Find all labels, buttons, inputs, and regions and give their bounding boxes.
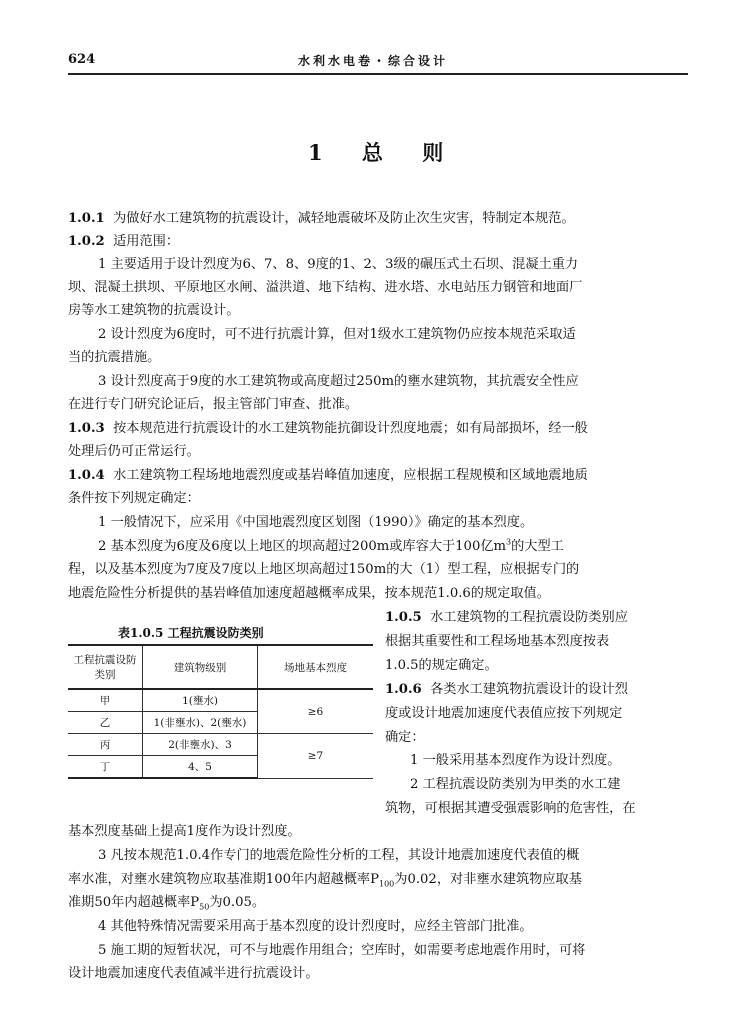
- clause-text: 各类水工建筑物抗震设计的设计烈: [430, 682, 628, 697]
- text-line: 在进行专门研究论证后，报主管部门审查、批准。: [68, 397, 359, 412]
- text-line: 程，以及基本烈度为7度及7度以上地区坝高超过150m的大（1）型工程，应根据专门的: [68, 562, 580, 577]
- clause-1-0-5: [385, 609, 688, 626]
- text-line: 房等水工建筑物的抗震设计。: [68, 303, 240, 318]
- text-span: 为0.02，对非壅水建筑物应取基: [394, 872, 582, 887]
- page-number: 624: [68, 52, 96, 67]
- text-line: 基本烈度基础上提高1度作为设计烈度。: [68, 824, 301, 839]
- text-line: 1 主要适用于设计烈度为6、7、8、9度的1、2、3级的碾压式土石坝、混凝土重力: [98, 257, 579, 272]
- superscript: 3: [506, 538, 512, 547]
- intensity-cell: ≥6: [258, 689, 374, 734]
- clause-number: 1.0.6: [385, 682, 422, 697]
- clause-1-0-3: [68, 420, 688, 437]
- book-title: 水利水电卷・综合设计: [298, 54, 449, 68]
- table-row: [68, 734, 373, 756]
- table-caption: 表1.0.5 工程抗震设防类别: [118, 626, 264, 640]
- clause-1-0-4: [68, 467, 688, 484]
- clause-1-0-2: [68, 233, 688, 250]
- header-rule: [68, 73, 688, 75]
- level-cell: 1(非壅水)、2(壅水): [143, 712, 258, 734]
- text-line: 3 凡按本规范1.0.4作专门的地震危险性分析的工程，其设计地震加速度代表值的概: [98, 848, 580, 863]
- text-line: 4 其他特殊情况需要采用高于基本烈度的设计烈度时，应经主管部门批准。: [98, 919, 533, 934]
- header-building-level: 建筑物级别: [143, 645, 258, 689]
- clause-number: 1.0.3: [68, 421, 105, 436]
- subscript: 100: [378, 879, 395, 888]
- text-span: 2 基本烈度为6度及6度以上地区的坝高超过200m或库容大于100亿m: [98, 539, 507, 554]
- clause-text: 水工建筑物工程场地地震烈度或基岩峰值加速度，应根据工程规模和区域地震地质: [113, 468, 588, 483]
- category-cell: 甲: [68, 689, 143, 712]
- intensity-cell: ≥7: [258, 734, 374, 779]
- clause-number: 1.0.1: [68, 211, 105, 226]
- text-line: 2 工程抗震设防类别为甲类的水工建: [410, 777, 621, 792]
- running-header: [68, 52, 688, 70]
- text-span: 为0.05。: [209, 895, 266, 910]
- text-span: 的大型工: [511, 539, 564, 554]
- header-site-intensity: 场地基本烈度: [258, 645, 374, 689]
- text-line: 1.0.5的规定确定。: [385, 658, 498, 673]
- text-line: 条件按下列规定确定：: [68, 491, 200, 506]
- text-line: 1 一般情况下，应采用《中国地震烈度区划图（1990）》确定的基本烈度。: [98, 515, 534, 530]
- level-cell: 4、5: [143, 756, 258, 779]
- level-cell: 2(非壅水)、3: [143, 734, 258, 756]
- header-category: 工程抗震设防类别: [68, 645, 143, 689]
- text-line: [98, 538, 688, 555]
- clause-number: 1.0.2: [68, 234, 105, 249]
- chapter-title: 1 总 则: [308, 140, 445, 165]
- text-line: 坝、混凝土拱坝、平原地区水闸、溢洪道、地下结构、进水塔、水电站压力钢管和地面厂: [68, 280, 583, 295]
- text-line: [68, 871, 688, 888]
- text-span: 准期50年内超越概率P: [68, 895, 200, 910]
- clause-text: 为做好水工建筑物的抗震设计，减轻地震破坏及防止次生灾害，特制定本规范。: [113, 211, 575, 226]
- category-cell: 丙: [68, 734, 143, 756]
- text-line: 根据其重要性和工程场地基本烈度按表: [385, 634, 610, 649]
- text-line: 设计地震加速度代表值减半进行抗震设计。: [68, 966, 319, 981]
- level-cell: 1(壅水): [143, 689, 258, 712]
- text-line: 处理后仍可正常运行。: [68, 444, 200, 459]
- seismic-category-table: [68, 644, 373, 779]
- clause-text: 适用范围：: [113, 234, 180, 249]
- text-line: 3 设计烈度高于9度的水工建筑物或高度超过250m的壅水建筑物，其抗震安全性应: [98, 374, 579, 389]
- text-line: 1 一般采用基本烈度作为设计烈度。: [410, 753, 621, 768]
- text-line: 确定：: [385, 730, 425, 745]
- clause-1-0-1: [68, 210, 688, 227]
- clause-text: 水工建筑物的工程抗震设防类别应: [430, 610, 628, 625]
- table-header-row: [68, 645, 373, 689]
- clause-number: 1.0.4: [68, 468, 105, 483]
- text-line: 地震危险性分析提供的基岩峰值加速度超越概率成果，按本规范1.0.6的规定取值。: [68, 586, 550, 601]
- category-cell: 乙: [68, 712, 143, 734]
- clause-text: 按本规范进行抗震设计的水工建筑物能抗御设计烈度地震；如有局部损坏，经一般: [113, 421, 588, 436]
- subscript: 50: [199, 902, 210, 911]
- text-line: 度或设计地震加速度代表值应按下列规定: [385, 706, 623, 721]
- text-span: 率水准，对壅水建筑物应取基准期100年内超越概率P: [68, 872, 379, 887]
- text-line: 当的抗震措施。: [68, 350, 161, 365]
- table-row: [68, 689, 373, 712]
- clause-number: 1.0.5: [385, 610, 422, 625]
- category-cell: 丁: [68, 756, 143, 779]
- text-line: [68, 894, 688, 911]
- text-line: 2 设计烈度为6度时，可不进行抗震计算，但对1级水工建筑物仍应按本规范采取适: [98, 327, 576, 342]
- clause-1-0-6: [385, 681, 688, 698]
- text-line: 筑物，可根据其遭受强震影响的危害性，在: [385, 801, 636, 816]
- text-line: 5 施工期的短暂状况，可不与地震作用组合；空库时，如需要考虑地震作用时，可将: [98, 943, 586, 958]
